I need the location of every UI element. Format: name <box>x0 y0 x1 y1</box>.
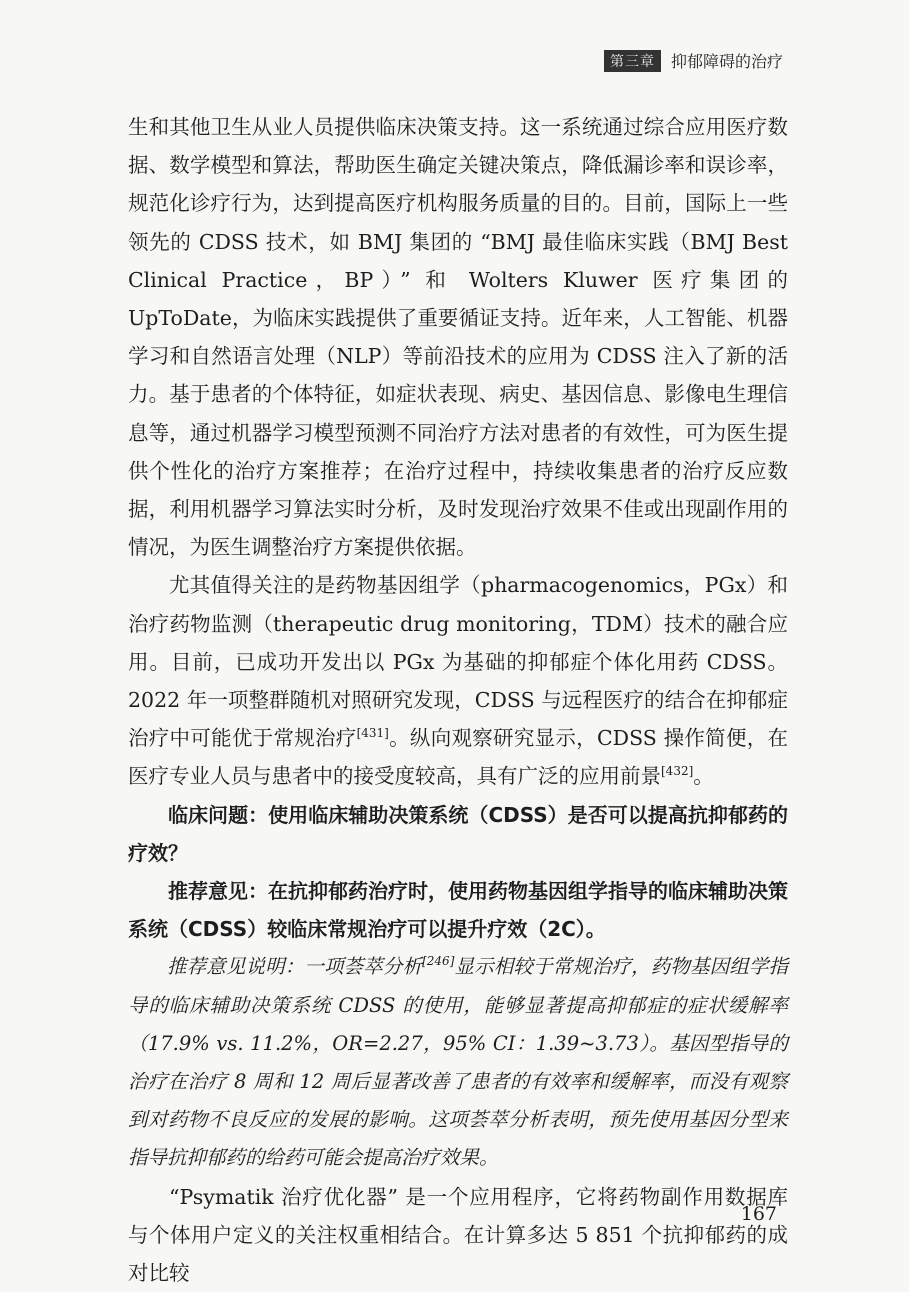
paragraph-pgx-text-c: 。 <box>693 764 714 789</box>
recommendation: 推荐意见：在抗抑郁药治疗时，使用药物基因组学指导的临床辅助决策系统（CDSS）较临床常规治疗可以提升疗效（2C）。 <box>128 879 788 942</box>
explanation-text-b: 显示相较于常规治疗，药物基因组学指导的临床辅助决策系统 CDSS 的使用，能够显著提高抑郁症的症状缓解率（17.9% vs. 11.2%，OR=2.27，95% CI：1.39~3.73）。基因型指导的治疗在治疗 8 周和 12 周后显著改善了患者的有效率和缓解率，而没有观察到对药物不良反应的发展的影响。这项荟萃分析表明，预先使用基因分型来指导抗抑郁药的给药可能会提高治疗效果。 <box>128 955 788 1170</box>
page-body <box>128 108 788 1292</box>
paragraph-psymatik: “Psymatik 治疗优化器” 是一个应用程序，它将药物副作用数据库与个体用户定义的关注权重相结合。在计算多达 5 851 个抗抑郁药的成对比较 <box>128 1184 788 1286</box>
paragraph-pgx <box>128 566 788 795</box>
paragraph-pgx-text-b: 。纵向观察研究显示，CDSS 操作简便，在医疗专业人员与患者中的接受度较高，具有广泛的应用前景 <box>128 726 789 789</box>
chapter-title: 抑郁障碍的治疗 <box>670 52 783 71</box>
chapter-tag: 第三章 <box>604 50 661 72</box>
paragraph-cdss-intro: 生和其他卫生从业人员提供临床决策支持。这一系统通过综合应用医疗数据、数学模型和算法，帮助医生确定关键决策点，降低漏诊率和误诊率，规范化诊疗行为，达到提高医疗机构服务质量的目的。目前，国际上一些领先的 CDSS 技术，如 BMJ 集团的 “BMJ 最佳临床实践（BMJ Best Clinical Practice，BP）” 和 Wolters Kluwer 医疗集团的 UpToDate，为临床实践提供了重要循证支持。近年来，人工智能、机器学习和自然语言处理（NLP）等前沿技术的应用为 CDSS 注入了新的活力。基于患者的个体特征，如症状表现、病史、基因信息、影像电生理信息等，通过机器学习模型预测不同治疗方法对患者的有效性，可为医生提供个性化的治疗方案推荐；在治疗过程中，持续收集患者的治疗反应数据，利用机器学习算法实时分析，及时发现治疗效果不佳或出现副作用的情况，为医生调整治疗方案提供依据。 <box>128 115 788 560</box>
recommendation-explanation <box>128 948 788 1177</box>
citation-431: [431] <box>356 726 389 741</box>
citation-432: [432] <box>661 764 694 779</box>
explanation-text-a: 推荐意见说明：一项荟萃分析 <box>167 955 423 979</box>
citation-246: [246] <box>422 954 455 969</box>
clinical-question: 临床问题：使用临床辅助决策系统（CDSS）是否可以提高抗抑郁药的疗效？ <box>128 802 788 865</box>
paragraph-pgx-text-a: 尤其值得关注的是药物基因组学（pharmacogenomics，PGx）和治疗药物监测（therapeutic drug monitoring，TDM）技术的融合应用。目前，已成功开发出以 PGx 为基础的抑郁症个体化用药 CDSS。2022 年一项整群随机对照研究发现，CDSS 与远程医疗的结合在抑郁症治疗中可能优于常规治疗 <box>128 573 788 751</box>
running-header <box>604 49 783 72</box>
page-number: 167 <box>740 1203 777 1225</box>
